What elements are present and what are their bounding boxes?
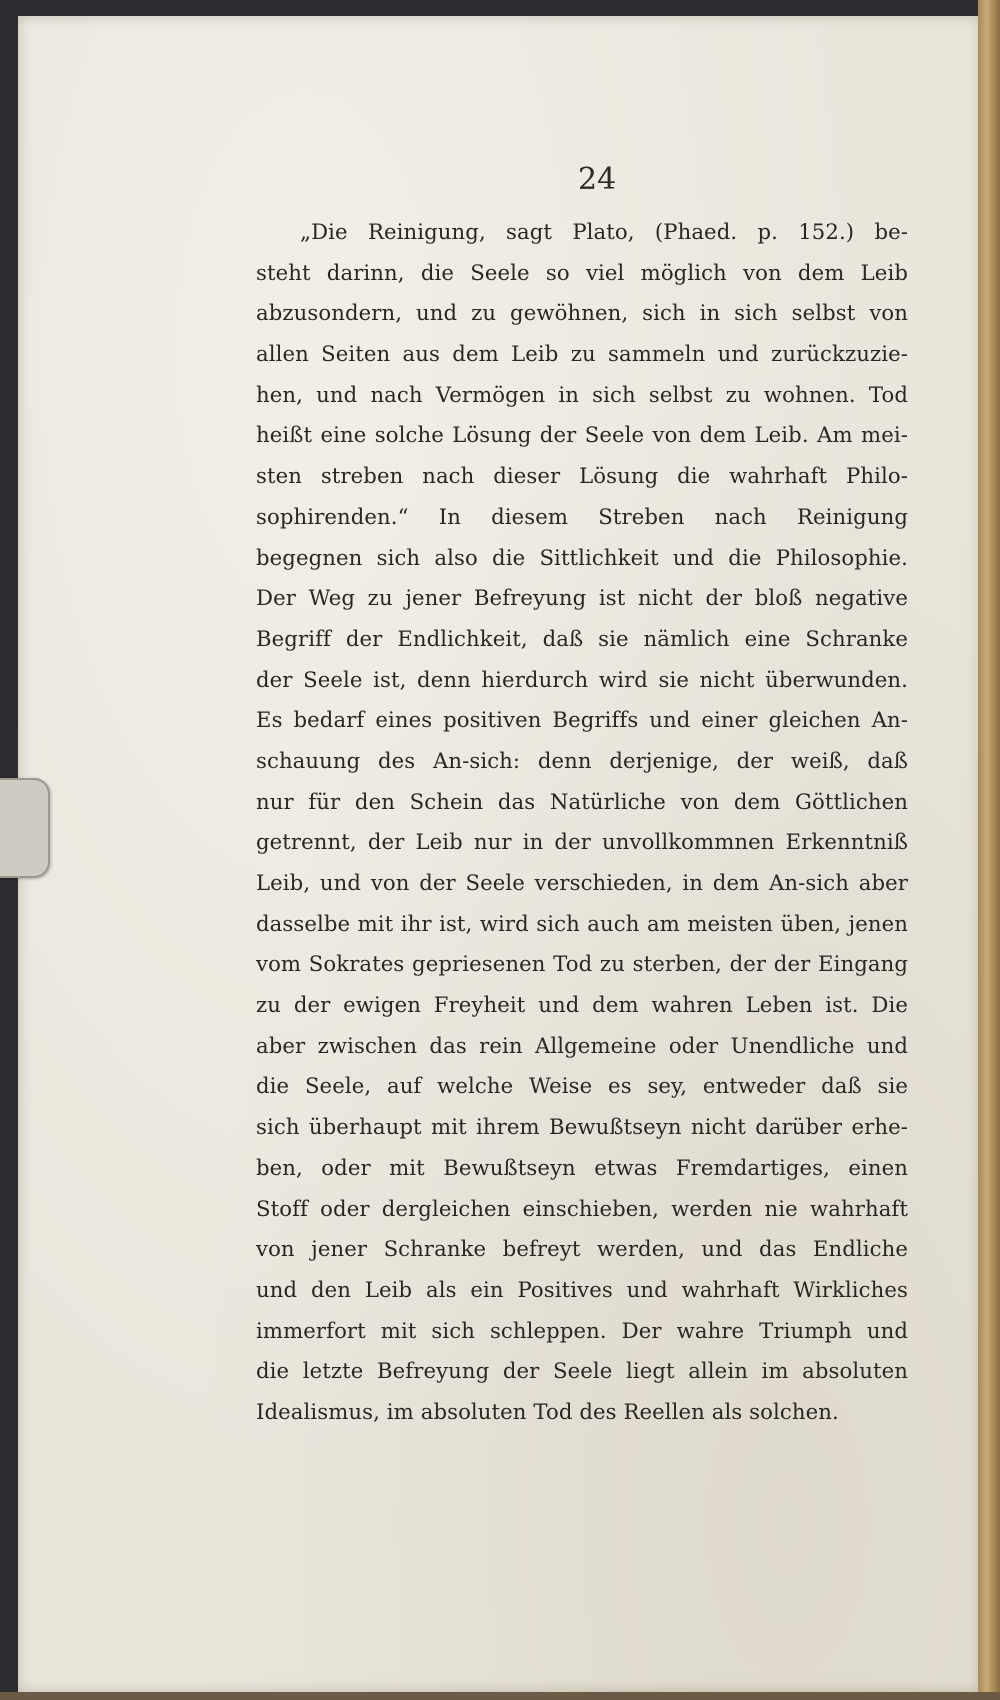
text-line: ben, oder mit Bewußtseyn etwas Fremdartiges, einen — [256, 1154, 908, 1180]
text-line: schauung des An-sich: denn derjenige, der weiß, daß — [256, 747, 908, 773]
page-clip — [0, 778, 50, 878]
text-line: von jener Schranke befreyt werden, und das Endliche — [256, 1236, 908, 1262]
text-line: hen, und nach Vermögen in sich selbst zu wohnen. Tod — [256, 381, 908, 407]
text-line: Stoff oder dergleichen einschieben, werden nie wahrhaft — [256, 1195, 908, 1221]
text-line: heißt eine solche Lösung der Seele von dem Leib. Am mei- — [256, 422, 908, 448]
text-line: Es bedarf eines positiven Begriffs und einer gleichen An- — [256, 707, 908, 733]
book-page — [18, 16, 980, 1692]
text-line: begegnen sich also die Sittlichkeit und die Philosophie. — [256, 544, 908, 570]
text-line: und den Leib als ein Positives und wahrhaft Wirkliches — [256, 1276, 908, 1302]
text-line: zu der ewigen Freyheit und dem wahren Leben ist. Die — [256, 992, 908, 1018]
text-line: Begriff der Endlichkeit, daß sie nämlich eine Schranke — [256, 625, 908, 651]
text-line: nur für den Schein das Natürliche von dem Göttlichen — [256, 788, 908, 814]
page-number: 24 — [578, 162, 617, 197]
text-line: getrennt, der Leib nur in der unvollkommnen Erkenntniß — [256, 829, 908, 855]
text-line: dasselbe mit ihr ist, wird sich auch am meisten üben, jenen — [256, 910, 908, 936]
text-line: allen Seiten aus dem Leib zu sammeln und zurückzuzie- — [256, 341, 908, 367]
text-line: der Seele ist, denn hierdurch wird sie nicht überwunden. — [256, 666, 908, 692]
text-line: aber zwischen das rein Allgemeine oder Unendliche und — [256, 1032, 908, 1058]
text-line: die Seele, auf welche Weise es sey, entweder daß sie — [256, 1073, 908, 1099]
text-line: immerfort mit sich schleppen. Der wahre Triumph und — [256, 1317, 908, 1343]
text-line: sten streben nach dieser Lösung die wahrhaft Philo- — [256, 463, 908, 489]
scan-bottom-border — [0, 1692, 1000, 1700]
book-edge — [978, 0, 1000, 1700]
text-line: die letzte Befreyung der Seele liegt allein im absoluten — [256, 1358, 908, 1384]
text-line: sich überhaupt mit ihrem Bewußtseyn nicht darüber erhe- — [256, 1114, 908, 1140]
text-line: Idealismus, im absoluten Tod des Reellen als solchen. — [256, 1398, 839, 1424]
body-text — [256, 212, 908, 1433]
text-line: vom Sokrates gepriesenen Tod zu sterben, der der Eingang — [256, 951, 908, 977]
text-line: „Die Reinigung, sagt Plato, (Phaed. p. 152.) be- — [300, 219, 908, 244]
text-line: steht darinn, die Seele so viel möglich von dem Leib — [256, 259, 908, 285]
text-line: sophirenden.“ In diesem Streben nach Reinigung — [256, 503, 908, 529]
text-line: abzusondern, und zu gewöhnen, sich in sich selbst von — [256, 300, 908, 326]
text-line: Leib, und von der Seele verschieden, in dem An-sich aber — [256, 870, 908, 895]
text-line: Der Weg zu jener Befreyung ist nicht der bloß negative — [256, 585, 908, 611]
